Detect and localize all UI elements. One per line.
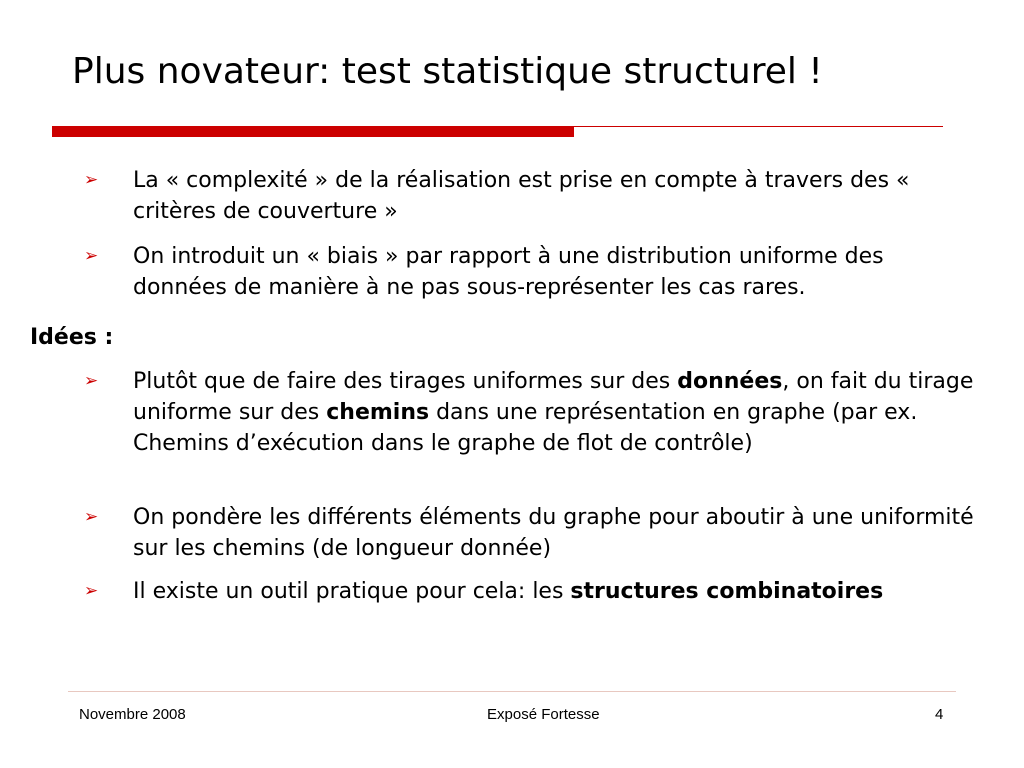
idea-bullet-2 bbox=[84, 502, 984, 564]
bullet-text bbox=[133, 576, 1024, 607]
title-underline-thin bbox=[574, 126, 943, 127]
footer-presentation-name: Exposé Fortesse bbox=[487, 706, 600, 723]
idea-bullet-1 bbox=[84, 366, 984, 459]
bullet-text bbox=[133, 366, 984, 459]
bullet-text: On pondère les différents éléments du graphe pour aboutir à une uniformité sur les chemins (de longueur donnée) bbox=[133, 505, 974, 561]
footer-divider bbox=[68, 691, 956, 692]
title-underline-thick bbox=[52, 126, 574, 137]
bullet-arrow-icon: ➢ bbox=[84, 507, 99, 527]
intro-bullet-2 bbox=[84, 241, 984, 303]
idea-bullet-3 bbox=[84, 576, 1024, 607]
bullet-bold-text: chemins bbox=[326, 400, 430, 425]
bullet-text: On introduit un « biais » par rapport à une distribution uniforme des données de manière à ne pas sous-représenter les cas rares. bbox=[133, 244, 884, 300]
slide-title: Plus novateur: test statistique structurel ! bbox=[72, 51, 823, 92]
bullet-text-part: dans une représentation en graphe (par ex. Chemins d’exécution dans le graphe de flot de contrôle) bbox=[133, 400, 918, 456]
bullet-arrow-icon: ➢ bbox=[84, 246, 99, 266]
footer-date: Novembre 2008 bbox=[79, 706, 186, 723]
bullet-arrow-icon: ➢ bbox=[84, 170, 99, 190]
intro-bullet-1 bbox=[84, 165, 984, 227]
bullet-bold-text: structures combinatoires bbox=[570, 579, 884, 604]
bullet-text-part: , on fait du tirage uniforme sur des bbox=[133, 369, 974, 425]
bullet-arrow-icon: ➢ bbox=[84, 581, 99, 601]
bullet-text-part: Plutôt que de faire des tirages uniformes sur des bbox=[133, 369, 678, 394]
ideas-heading: Idées : bbox=[30, 325, 114, 350]
bullet-text: La « complexité » de la réalisation est prise en compte à travers des « critères de couverture » bbox=[133, 168, 910, 224]
bullet-arrow-icon: ➢ bbox=[84, 371, 99, 391]
bullet-text-part: Il existe un outil pratique pour cela: les bbox=[133, 579, 571, 604]
bullet-bold-text: données bbox=[677, 369, 783, 394]
footer-page-number: 4 bbox=[935, 706, 944, 723]
